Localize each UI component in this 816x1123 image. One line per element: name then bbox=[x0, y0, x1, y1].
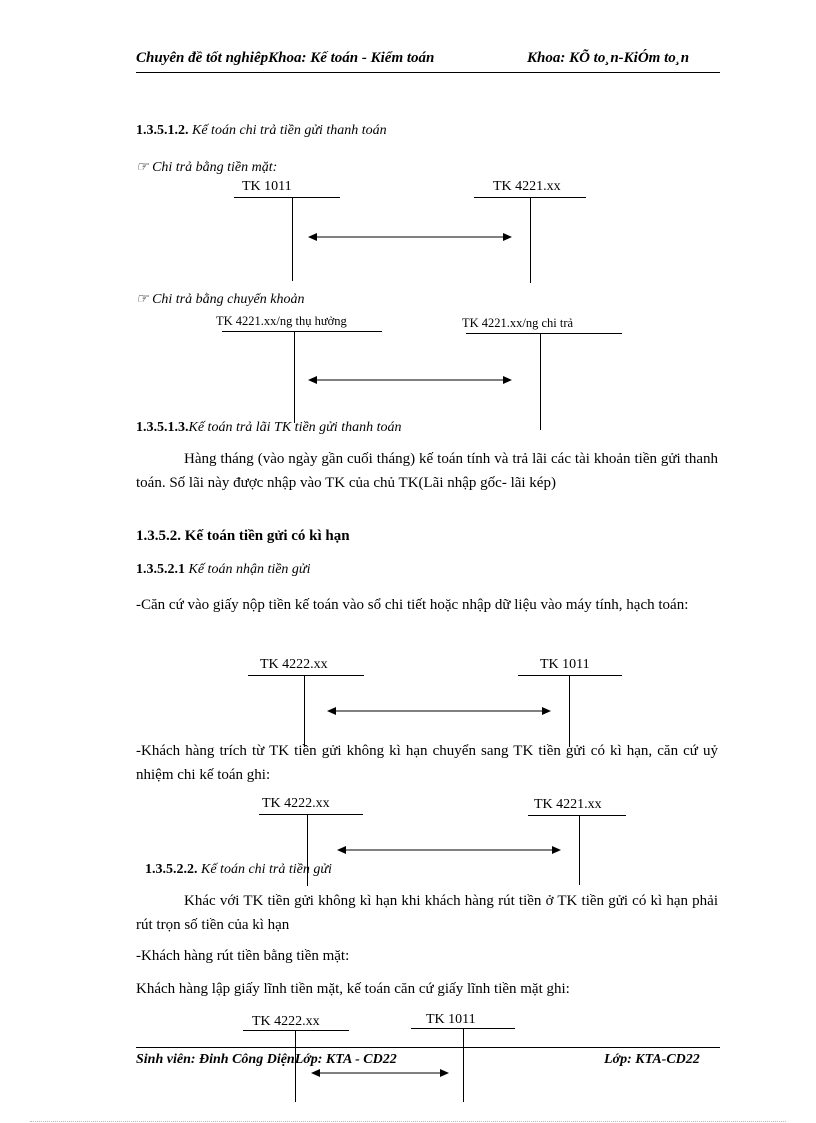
d4-left-bar bbox=[259, 814, 363, 815]
d1-left-account: TK 1011 bbox=[242, 179, 292, 194]
cash-withdraw-line: -Khách hàng rút tiền bằng tiền mặt: bbox=[136, 948, 350, 964]
d4-right-account: TK 4221.xx bbox=[534, 797, 602, 812]
d4-double-arrow bbox=[337, 843, 561, 857]
d1-left-stem bbox=[292, 197, 293, 281]
d4-right-stem bbox=[579, 815, 580, 885]
d2-double-arrow bbox=[308, 373, 512, 387]
header-right: Khoa: KÕ to¸n-KiÓm to¸n bbox=[527, 50, 690, 66]
pointing-hand-icon: ☞ bbox=[136, 160, 149, 175]
deposit-paragraph: -Căn cứ vào giấy nộp tiền kế toán vào sổ chi tiết hoặc nhập dữ liệu vào máy tính, hạch toán: bbox=[136, 597, 689, 613]
transfer-payment-label bbox=[136, 291, 304, 308]
d2-left-stem bbox=[294, 331, 295, 423]
d3-left-account: TK 4222.xx bbox=[260, 657, 328, 672]
interest-paragraph: Hàng tháng (vào ngày gần cuối tháng) kế toán tính và trả lãi các tài khoản tiền gửi thanh toán. Số lãi này được nhập vào TK của chủ TK(Lãi nhập gốc- lãi kép) bbox=[136, 451, 718, 491]
d2-left-account: TK 4221.xx/ng thụ hưởng bbox=[216, 314, 347, 328]
section-title: Kế toán chi trả tiền gửi bbox=[201, 862, 332, 877]
section-number: 1.3.5.2.1 bbox=[136, 562, 185, 577]
d2-right-account: TK 4221.xx/ng chi trả bbox=[462, 316, 574, 330]
d3-left-bar bbox=[248, 675, 364, 676]
section-title: Kế toán trả lãi TK tiền gửi thanh toán bbox=[188, 420, 402, 435]
section-title: Kế toán chi trả tiền gửi thanh toán bbox=[192, 123, 387, 138]
footer-right: Lớp: KTA-CD22 bbox=[604, 1052, 700, 1067]
d2-right-bar bbox=[466, 333, 622, 334]
d1-left-bar bbox=[234, 197, 340, 198]
section-title: Kế toán nhận tiền gửi bbox=[188, 562, 311, 577]
page-edge-line bbox=[30, 1121, 786, 1122]
cash-payment-label bbox=[136, 159, 277, 176]
transfer-payment-text: Chi trả bằng chuyển khoản bbox=[152, 292, 305, 307]
section-number: 1.3.5.1.2. bbox=[136, 123, 189, 138]
pointing-hand-icon: ☞ bbox=[136, 292, 149, 307]
withdraw-paragraph: Khác với TK tiền gửi không kì hạn khi khách hàng rút tiền ở TK tiền gửi có kì hạn phải rút trọn số tiền của kì hạn bbox=[136, 893, 718, 933]
withdraw-slip-line: Khách hàng lập giấy lĩnh tiền mặt, kế toán căn cứ giấy lĩnh tiền mặt ghi: bbox=[136, 981, 570, 997]
d5-right-account: TK 1011 bbox=[426, 1012, 476, 1027]
section-heading-5 bbox=[145, 862, 332, 878]
d1-right-stem bbox=[530, 197, 531, 283]
d2-right-stem bbox=[540, 333, 541, 430]
section-number: 1.3.5.2.2. bbox=[145, 862, 198, 877]
section-number: 1.3.5.1.3. bbox=[136, 420, 189, 435]
section-heading-4 bbox=[136, 562, 310, 578]
section-heading-1 bbox=[136, 123, 387, 139]
d5-right-stem bbox=[463, 1028, 464, 1102]
d3-right-stem bbox=[569, 675, 570, 747]
d1-double-arrow bbox=[308, 230, 512, 244]
footer-rule bbox=[136, 1047, 720, 1048]
header-rule bbox=[136, 72, 720, 73]
d4-right-bar bbox=[528, 815, 626, 816]
cash-payment-text: Chi trả bằng tiền mặt: bbox=[152, 160, 278, 175]
header-left: Chuyên đề tốt nghiêpKhoa: Kế toán - Kiểm toán bbox=[136, 50, 435, 66]
section-heading-2 bbox=[136, 420, 401, 436]
d5-double-arrow bbox=[311, 1066, 449, 1080]
d3-double-arrow bbox=[327, 704, 551, 718]
d3-right-account: TK 1011 bbox=[540, 657, 590, 672]
d3-left-stem bbox=[304, 675, 305, 747]
d5-left-account: TK 4222.xx bbox=[252, 1014, 320, 1029]
d2-left-bar bbox=[222, 331, 382, 332]
footer-left: Sinh viên: Đinh Công DiệnLớp: KTA - CD22 bbox=[136, 1052, 397, 1067]
d4-left-account: TK 4222.xx bbox=[262, 796, 330, 811]
section-heading-3: 1.3.5.2. Kế toán tiền gửi có kì hạn bbox=[136, 528, 350, 544]
transfer-deposit-paragraph: -Khách hàng trích từ TK tiền gửi không kì hạn chuyển sang TK tiền gửi có kì hạn, căn cứ uỷ nhiệm chi kế toán ghi: bbox=[136, 743, 718, 783]
d3-right-bar bbox=[518, 675, 622, 676]
d5-left-bar bbox=[243, 1030, 349, 1031]
d1-right-account: TK 4221.xx bbox=[493, 179, 561, 194]
